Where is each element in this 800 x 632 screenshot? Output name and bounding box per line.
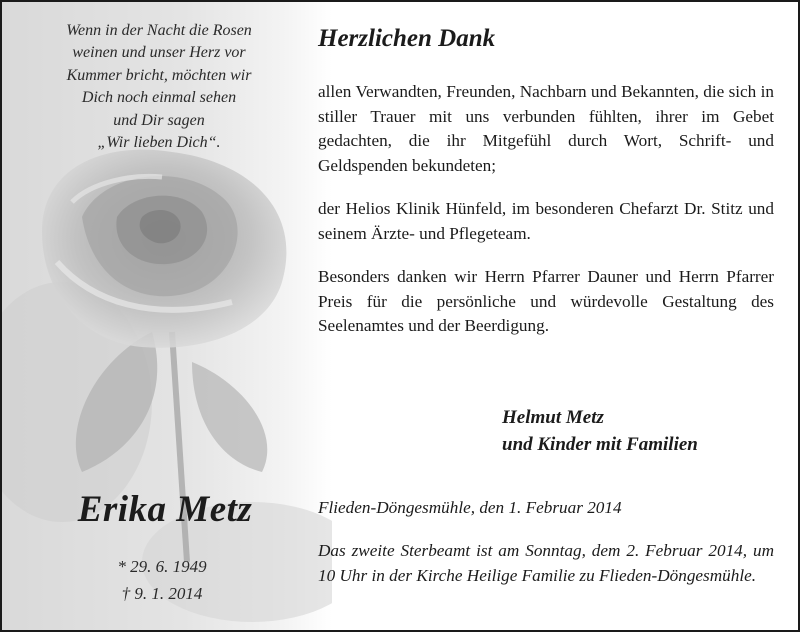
thanks-paragraph: Besonders danken wir Herrn Pfarrer Dauner und Herrn Pfarrer Preis für die persönliche und würdevolle Gestaltung des Seelenamtes und der Beerdigung. xyxy=(318,267,774,335)
signature xyxy=(502,404,698,458)
life-dates xyxy=(62,553,262,607)
poem-line: weinen und unser Herz vor xyxy=(72,44,246,62)
signature-line: Helmut Metz xyxy=(502,407,604,428)
service-notice: Das zweite Sterbeamt ist am Sonntag, dem 2. Februar 2014, um 10 Uhr in der Kirche Heilige Familie zu Flieden-Döngesmühle. xyxy=(318,541,774,585)
deceased-name: Erika Metz xyxy=(77,489,253,530)
poem-line: Wenn in der Nacht die Rosen xyxy=(66,22,252,39)
poem-line: und Dir sagen xyxy=(113,111,205,129)
signature-line: und Kinder mit Familien xyxy=(502,434,698,455)
thanks-heading: Herzlichen Dank xyxy=(318,25,496,52)
poem-line: „Wir lieben Dich“. xyxy=(97,134,221,152)
poem xyxy=(14,20,304,154)
place-date: Flieden-Döngesmühle, den 1. Februar 2014 xyxy=(318,498,622,517)
thanks-paragraph: allen Verwandten, Freunden, Nachbarn und Bekannten, die sich in stiller Trauer mit uns verbunden fühlten, ihrer im Gebet gedachten, die ihr Mitgefühl durch Wort, Schrift- und Geldspenden bekundeten; xyxy=(318,82,774,175)
death-date: † 9. 1. 2014 xyxy=(121,584,203,603)
poem-line: Kummer bricht, möchten wir xyxy=(66,66,252,84)
thanks-section xyxy=(318,22,774,358)
thanks-paragraph: der Helios Klinik Hünfeld, im besonderen Chefarzt Dr. Stitz und seinem Ärzte- und Pflegeteam. xyxy=(318,199,774,243)
poem-line: Dich noch einmal sehen xyxy=(81,89,237,107)
birth-date: * 29. 6. 1949 xyxy=(117,557,207,576)
